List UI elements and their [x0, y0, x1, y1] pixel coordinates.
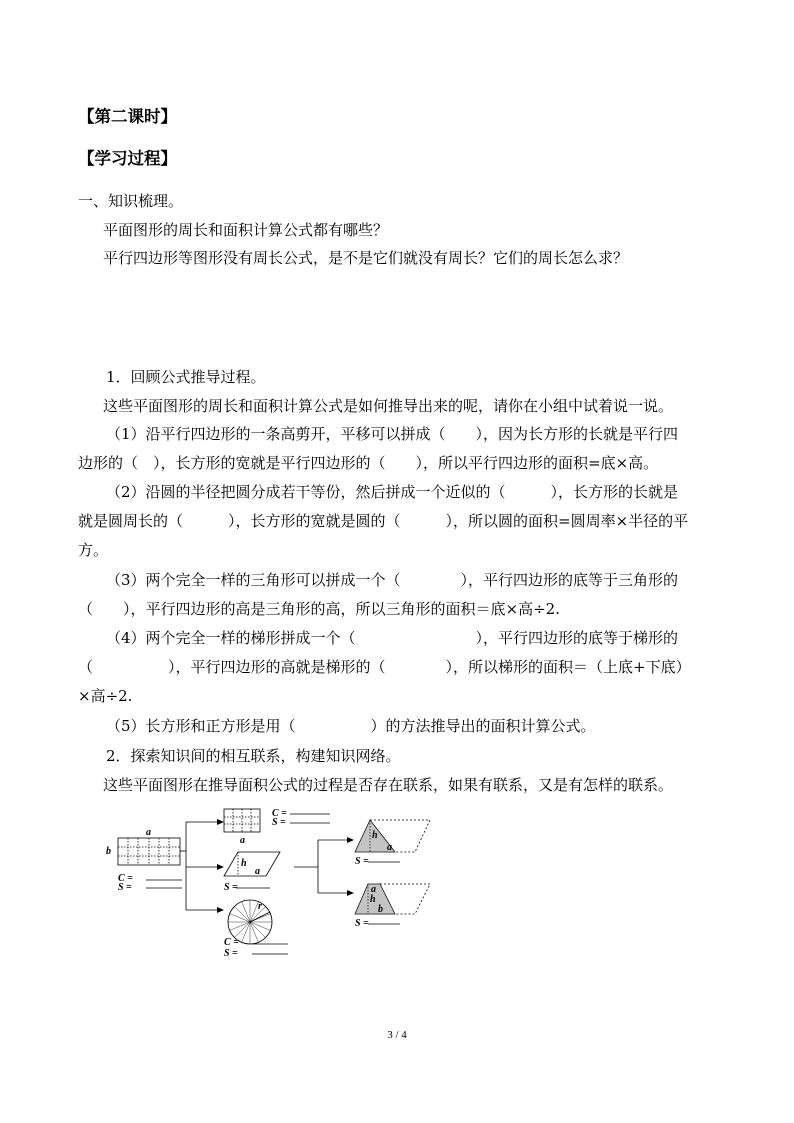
item2-line3: 方。 — [78, 541, 109, 559]
label-r-circle: r — [258, 901, 262, 912]
formula-network-diagram — [100, 808, 440, 968]
item1-line1: （1）沿平行四边形的一条高剪开，平移可以拼成（ ），因为长方形的长就是平行四 — [106, 425, 679, 443]
part2-intro: 这些平面图形在推导面积公式的过程是否存在联系，如果有联系，又是有怎样的联系。 — [103, 776, 674, 794]
label-h-tri: h — [372, 830, 378, 841]
label-h-trap: h — [370, 894, 376, 905]
part2-title: 2．探索知识间的相互联系，构建知识网络。 — [106, 747, 401, 765]
label-h-para: h — [241, 858, 247, 869]
label-b-rect: b — [106, 846, 111, 857]
lesson-heading: 【第二课时】 — [78, 107, 177, 126]
process-heading: 【学习过程】 — [78, 149, 177, 168]
item5: （5）长方形和正方形是用（ ）的方法推导出的面积计算公式。 — [106, 717, 596, 735]
label-c-square: C = — [272, 808, 287, 819]
label-s-circle: S = — [224, 948, 238, 959]
label-s-tri: S = — [355, 856, 369, 867]
item1-line2: 边形的（ ），长方形的宽就是平行四边形的（ ），所以平行四边形的面积=底×高。 — [78, 454, 659, 472]
item3-line2: （ ），平行四边形的高是三角形的高，所以三角形的面积＝底×高÷2. — [78, 600, 560, 618]
question-2: 平行四边形等图形没有周长公式，是不是它们就没有周长？它们的周长怎么求？ — [103, 249, 629, 267]
label-s-trap: S = — [355, 918, 369, 929]
part1-title: 1．回顾公式推导过程。 — [106, 368, 266, 386]
part1-intro: 这些平面图形的周长和面积计算公式是如何推导出来的呢，请你在小组中试着说一说。 — [103, 397, 674, 415]
label-a-rect: a — [146, 827, 151, 838]
item2-line1: （2）沿圆的半径把圆分成若干等份，然后拼成一个近似的（ ），长方形的长就是 — [106, 483, 679, 501]
label-a-para: a — [255, 866, 260, 877]
item2-line2: 就是圆周长的（ ），长方形的宽就是圆的（ ），所以圆的面积=圆周率×半径的平 — [78, 512, 689, 530]
label-a-square: a — [240, 835, 245, 846]
label-a-trap: a — [371, 884, 376, 895]
item4-line1: （4）两个完全一样的梯形拼成一个（ ），平行四边形的底等于梯形的 — [106, 629, 679, 647]
label-b-trap: b — [378, 904, 383, 915]
question-1: 平面图形的周长和面积计算公式都有哪些？ — [103, 221, 389, 239]
label-s-square: S = — [272, 817, 286, 828]
section-title: 一、知识梳理。 — [78, 192, 184, 210]
label-a-tri: a — [387, 842, 392, 853]
item3-line1: （3）两个完全一样的三角形可以拼成一个（ ），平行四边形的底等于三角形的 — [106, 571, 679, 589]
label-c-circle: C = — [224, 937, 239, 948]
label-s-para: S = — [224, 882, 238, 893]
item4-line2: （ ），平行四边形的高就是梯形的（ ），所以梯形的面积＝（上底+下底） — [78, 658, 691, 676]
item4-line3: ×高÷2. — [78, 687, 133, 705]
page-number: 3 / 4 — [387, 1029, 407, 1041]
label-s-rect: S = — [118, 882, 132, 893]
label-c-rect: C = — [118, 873, 133, 884]
